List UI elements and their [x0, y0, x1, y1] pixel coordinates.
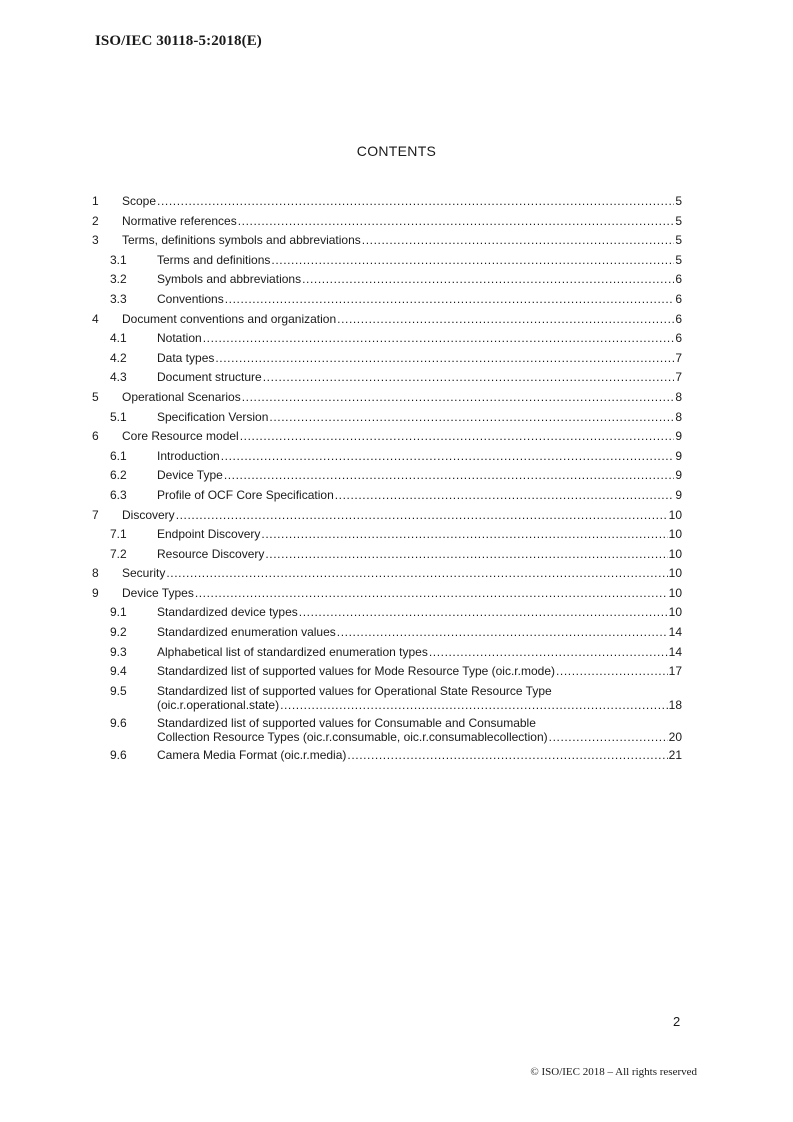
- toc-entry-body: [122, 566, 682, 580]
- toc-entry-body: [122, 429, 682, 443]
- toc-entry[interactable]: [92, 564, 682, 584]
- toc-entry[interactable]: [92, 506, 682, 526]
- toc-entry[interactable]: [92, 643, 682, 663]
- toc-entry-page: 7: [675, 370, 682, 385]
- toc-dot-leader: [335, 488, 675, 502]
- toc-entry-title: Document structure: [157, 370, 262, 385]
- toc-entry-body: [157, 625, 682, 639]
- toc-entry-title: Resource Discovery: [157, 546, 265, 561]
- toc-entry[interactable]: [92, 746, 682, 766]
- toc-dot-leader: [265, 547, 667, 561]
- toc-dot-leader: [242, 390, 675, 404]
- toc-entry-number: 9.6: [110, 747, 127, 762]
- toc-entry-page: 10: [668, 507, 682, 522]
- toc-entry-body: [157, 488, 682, 502]
- toc-entry[interactable]: [92, 408, 682, 428]
- toc-dot-leader: [263, 370, 675, 384]
- toc-entry-number: 9.3: [110, 644, 127, 659]
- toc-entry-body: [157, 716, 682, 744]
- toc-entry-title: Core Resource model: [122, 429, 239, 444]
- toc-entry[interactable]: [92, 270, 682, 290]
- toc-entry-body: [157, 527, 682, 541]
- toc-dot-leader: [269, 410, 674, 424]
- toc-entry-page: 5: [675, 213, 682, 228]
- toc-entry-title: Specification Version: [157, 409, 269, 424]
- toc-dot-leader: [271, 253, 674, 267]
- toc-entry-number: 4.2: [110, 350, 127, 365]
- toc-entry-page: 10: [668, 527, 682, 542]
- copyright-footer: © ISO/IEC 2018 – All rights reserved: [530, 1066, 697, 1078]
- toc-entry-title: Data types: [157, 350, 215, 365]
- toc-entry-number: 9.6: [110, 715, 127, 730]
- toc-dot-leader: [215, 351, 674, 365]
- toc-entry-page: 9: [675, 448, 682, 463]
- toc-entry[interactable]: [92, 623, 682, 643]
- toc-entry-title: Scope: [122, 194, 157, 208]
- toc-entry-page: 6: [675, 331, 682, 346]
- toc-entry-number: 4.3: [110, 370, 127, 385]
- toc-dot-leader: [240, 429, 675, 443]
- toc-entry-body: [157, 547, 682, 561]
- toc-entry-body: [157, 292, 682, 306]
- toc-entry-body: [122, 508, 682, 522]
- toc-entry-title: Terms, definitions symbols and abbreviations: [122, 233, 361, 248]
- toc-entry-page: 21: [668, 747, 682, 762]
- toc-entry-body: [157, 748, 682, 762]
- toc-entry[interactable]: [92, 192, 682, 212]
- toc-entry-title: Security: [122, 566, 166, 581]
- toc-dot-leader: [549, 730, 668, 744]
- toc-entry-title-continued: Collection Resource Types (oic.r.consumable, oic.r.consumablecollection): [157, 729, 548, 744]
- toc-entry[interactable]: [92, 427, 682, 447]
- toc-dot-leader: [238, 214, 675, 228]
- toc-entry-number: 7.2: [110, 546, 127, 561]
- toc-entry[interactable]: [92, 290, 682, 310]
- toc-entry-title: Device Type: [157, 468, 223, 483]
- toc-entry[interactable]: [92, 584, 682, 604]
- toc-entry-title: Endpoint Discovery: [157, 527, 261, 542]
- toc-entry-title: Standardized list of supported values for Mode Resource Type (oic.r.mode): [157, 664, 555, 679]
- toc-dot-leader: [221, 449, 675, 463]
- toc-entry-title: Standardized enumeration values: [157, 625, 336, 640]
- toc-entry-number: 2: [92, 213, 99, 228]
- toc-entry[interactable]: [92, 714, 682, 746]
- toc-dot-leader: [337, 625, 668, 639]
- toc-dot-leader: [195, 586, 668, 600]
- document-id-header: ISO/IEC 30118-5:2018(E): [95, 33, 262, 49]
- toc-entry-title: Operational Scenarios: [122, 389, 241, 404]
- toc-entry[interactable]: [92, 310, 682, 330]
- toc-entry-number: 9: [92, 585, 99, 600]
- toc-entry-page: 9: [675, 429, 682, 444]
- toc-entry[interactable]: [92, 251, 682, 271]
- toc-entry-number: 8: [92, 566, 99, 581]
- toc-entry-body: [122, 390, 682, 404]
- toc-entry-title: Alphabetical list of standardized enumeration types: [157, 644, 428, 659]
- toc-dot-leader: [299, 605, 668, 619]
- toc-entry-body: [157, 664, 682, 678]
- toc-entry-title: Profile of OCF Core Specification: [157, 487, 334, 502]
- toc-entry-title: Device Types: [122, 585, 194, 600]
- toc-entry-number: 5: [92, 389, 99, 404]
- toc-entry-page: 17: [668, 664, 682, 679]
- toc-entry-body: [157, 370, 682, 384]
- toc-entry-number: 1: [92, 194, 99, 208]
- toc-dot-leader: [157, 194, 674, 208]
- toc-entry-body: [122, 233, 682, 247]
- toc-dot-leader: [176, 508, 668, 522]
- toc-entry-page: 5: [675, 194, 682, 208]
- toc-entry-page: 10: [668, 605, 682, 620]
- toc-entry[interactable]: [92, 329, 682, 349]
- toc-entry[interactable]: [92, 388, 682, 408]
- toc-entry-number: 9.4: [110, 664, 127, 679]
- toc-entry[interactable]: [92, 212, 682, 232]
- contents-title: CONTENTS: [356, 143, 437, 159]
- toc-entry-number: 3: [92, 233, 99, 248]
- toc-entry-title: Standardized list of supported values for Operational State Resource Type: [157, 683, 552, 698]
- toc-dot-leader: [280, 698, 668, 712]
- toc-entry[interactable]: [92, 486, 682, 506]
- toc-dot-leader: [347, 748, 667, 762]
- toc-entry-body: [122, 312, 682, 326]
- toc-dot-leader: [556, 664, 668, 678]
- toc-entry-page: 18: [668, 697, 682, 712]
- toc-entry-number: 9.2: [110, 625, 127, 640]
- toc-entry[interactable]: [92, 525, 682, 545]
- toc-entry-body: [157, 331, 682, 345]
- toc-entry-body: [157, 645, 682, 659]
- toc-entry-number: 9.5: [110, 683, 127, 698]
- toc-entry-body: [157, 272, 682, 286]
- toc-entry[interactable]: [92, 603, 682, 623]
- toc-dot-leader: [166, 566, 667, 580]
- toc-entry-number: 7: [92, 507, 99, 522]
- toc-entry-body: [157, 684, 682, 712]
- toc-entry-page: 9: [675, 468, 682, 483]
- toc-dot-leader: [225, 292, 675, 306]
- toc-entry-title: Terms and definitions: [157, 252, 271, 267]
- table-of-contents: [92, 192, 682, 765]
- toc-entry-title: Document conventions and organization: [122, 311, 337, 326]
- toc-entry-title: Normative references: [122, 213, 237, 228]
- toc-dot-leader: [362, 233, 675, 247]
- toc-entry[interactable]: [92, 447, 682, 467]
- toc-entry-body: [157, 351, 682, 365]
- toc-entry-body: [122, 214, 682, 228]
- toc-entry-title: Symbols and abbreviations: [157, 272, 302, 287]
- toc-entry-page: 10: [668, 585, 682, 600]
- toc-dot-leader: [203, 331, 675, 345]
- toc-entry-page: 7: [675, 350, 682, 365]
- toc-entry-number: 3.3: [110, 291, 127, 306]
- toc-entry-title: Camera Media Format (oic.r.media): [157, 747, 347, 762]
- toc-entry-number: 6: [92, 429, 99, 444]
- toc-entry[interactable]: [92, 368, 682, 388]
- toc-entry-page: 20: [668, 729, 682, 744]
- toc-dot-leader: [302, 272, 674, 286]
- toc-dot-leader: [261, 527, 667, 541]
- toc-entry-number: 3.1: [110, 252, 127, 267]
- toc-entry-page: 6: [675, 291, 682, 306]
- toc-entry-number: 3.2: [110, 272, 127, 287]
- toc-entry-title-continued: (oic.r.operational.state): [157, 697, 280, 712]
- toc-entry-number: 6.2: [110, 468, 127, 483]
- toc-entry-title: Conventions: [157, 291, 224, 306]
- toc-entry-body: [157, 410, 682, 424]
- toc-entry-body: [157, 468, 682, 482]
- toc-entry-page: 10: [668, 566, 682, 581]
- toc-entry-body: [122, 586, 682, 600]
- toc-entry[interactable]: [92, 349, 682, 369]
- toc-entry-page: 8: [675, 389, 682, 404]
- toc-entry[interactable]: [92, 682, 682, 714]
- toc-dot-leader: [429, 645, 668, 659]
- toc-entry-title: Standardized list of supported values for Consumable and Consumable: [157, 715, 536, 730]
- toc-entry[interactable]: [92, 231, 682, 251]
- toc-entry-title: Standardized device types: [157, 605, 298, 620]
- toc-entry-number: 5.1: [110, 409, 127, 424]
- toc-entry-page: 14: [668, 644, 682, 659]
- toc-entry-body: [122, 194, 682, 208]
- toc-entry-number: 4.1: [110, 331, 127, 346]
- toc-entry[interactable]: [92, 466, 682, 486]
- toc-entry[interactable]: [92, 662, 682, 682]
- toc-entry-number: 9.1: [110, 605, 127, 620]
- toc-entry-title: Notation: [157, 331, 202, 346]
- toc-entry-body: [157, 449, 682, 463]
- toc-entry-page: 6: [675, 311, 682, 326]
- toc-entry-page: 5: [675, 233, 682, 248]
- toc-entry-page: 10: [668, 546, 682, 561]
- page-number: 2: [673, 1014, 681, 1029]
- toc-entry-title: Introduction: [157, 448, 220, 463]
- toc-entry-page: 14: [668, 625, 682, 640]
- toc-entry-page: 6: [675, 272, 682, 287]
- toc-entry-body: [157, 605, 682, 619]
- toc-entry-number: 6.3: [110, 487, 127, 502]
- toc-entry-page: 5: [675, 252, 682, 267]
- toc-entry-number: 4: [92, 311, 99, 326]
- toc-entry[interactable]: [92, 545, 682, 565]
- toc-entry-body: [157, 253, 682, 267]
- toc-dot-leader: [337, 312, 674, 326]
- toc-entry-page: 8: [675, 409, 682, 424]
- toc-entry-title: Discovery: [122, 507, 175, 522]
- toc-dot-leader: [224, 468, 675, 482]
- toc-entry-number: 6.1: [110, 448, 127, 463]
- toc-entry-number: 7.1: [110, 527, 127, 542]
- toc-entry-page: 9: [675, 487, 682, 502]
